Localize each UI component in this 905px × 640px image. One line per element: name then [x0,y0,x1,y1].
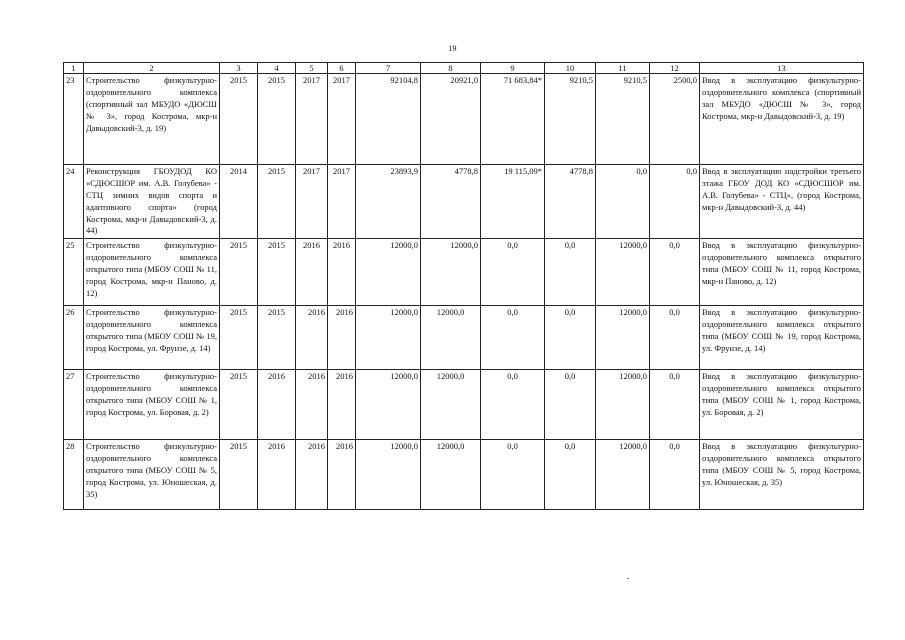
object-name: Строительство физкультурно-оздоровительного комплекса (спортивный зал МБУДО «ДЮСШ № 3», город Кострома, мкр-н Давыдовский-3, д. 19) [84,74,220,165]
cell-col7: 23893,9 [356,165,421,239]
cell-col12: 2500,0 [650,74,700,165]
table-row [64,165,864,239]
cell-col6: 2016 [328,239,356,306]
cell-col12: 0,0 [650,306,700,370]
program-table [63,62,864,510]
cell-col11: 12000,0 [596,370,650,440]
cell-col4: 2015 [258,74,296,165]
expected-result: Ввод в эксплуатацию надстройки третьего этажа ГБОУ ДОД КО «СДЮСШОР им. А.В. Голубева» - СТЦ», (город Кострома, мкр-н Давыдовский-3, д. 44) [700,165,864,239]
cell-col3: 2015 [220,239,258,306]
header-cell: 10 [545,63,596,74]
cell-col10: 4778,8 [545,165,596,239]
cell-col9: 0,0 [481,440,545,510]
cell-col5: 2016 [296,239,328,306]
header-cell: 3 [220,63,258,74]
header-cell: 1 [64,63,84,74]
expected-result: Ввод в эксплуатацию физкультурно-оздоровительного комплекса открытого типа (МБОУ СОШ № 11, город Кострома, мкр-н Паново, д. 12) [700,239,864,306]
cell-col12: 0,0 [650,239,700,306]
cell-col11: 12000,0 [596,306,650,370]
row-number: 25 [64,239,84,306]
cell-col11: 12000,0 [596,239,650,306]
cell-col6: 2016 [328,370,356,440]
cell-col4: 2016 [258,440,296,510]
cell-col3: 2015 [220,306,258,370]
cell-col11: 9210,5 [596,74,650,165]
expected-result: Ввод в эксплуатацию физкультурно-оздоровительного комплекса открытого типа (МБОУ СОШ № 1, город Кострома, ул. Боровая, д. 2) [700,370,864,440]
cell-col3: 2015 [220,440,258,510]
header-cell: 6 [328,63,356,74]
header-cell: 11 [596,63,650,74]
table-row [64,370,864,440]
header-cell: 4 [258,63,296,74]
cell-col7: 12000,0 [356,306,421,370]
cell-col3: 2014 [220,165,258,239]
cell-col7: 92104,8 [356,74,421,165]
header-cell: 2 [84,63,220,74]
cell-col11: 12000,0 [596,440,650,510]
cell-col11: 0,0 [596,165,650,239]
cell-col5: 2017 [296,74,328,165]
cell-col9: 0,0 [481,306,545,370]
page-number: 19 [448,44,457,53]
cell-col10: 0,0 [545,306,596,370]
header-cell: 9 [481,63,545,74]
cell-col7: 12000,0 [356,370,421,440]
cell-col3: 2015 [220,74,258,165]
cell-col6: 2017 [328,165,356,239]
object-name: Строительство физкультурно-оздоровительного комплекса открытого типа (МБОУ СОШ № 19, город Кострома, ул. Фрунзе, д. 14) [84,306,220,370]
cell-col8: 12000,0 [421,306,481,370]
cell-col12: 0,0 [650,165,700,239]
cell-col10: 0,0 [545,370,596,440]
cell-col6: 2016 [328,306,356,370]
cell-col12: 0,0 [650,440,700,510]
object-name: Строительство физкультурно-оздоровительного комплекса открытого типа (МБОУ СОШ № 11, город Кострома, мкр-н Паново, д. 12) [84,239,220,306]
header-cell: 8 [421,63,481,74]
cell-col5: 2016 [296,370,328,440]
cell-col5: 2017 [296,165,328,239]
header-cell: 13 [700,63,864,74]
header-cell: 12 [650,63,700,74]
cell-col4: 2016 [258,370,296,440]
cell-col6: 2017 [328,74,356,165]
cell-col7: 12000,0 [356,440,421,510]
scan-speck [627,578,629,579]
cell-col10: 0,0 [545,239,596,306]
cell-col4: 2015 [258,239,296,306]
table-row [64,239,864,306]
table-header-row [64,63,864,74]
header-cell: 5 [296,63,328,74]
object-name: Строительство физкультурно-оздоровительного комплекса открытого типа (МБОУ СОШ № 5, город Кострома, ул. Юношеская, д. 35) [84,440,220,510]
cell-col8: 12000,0 [421,370,481,440]
cell-col9: 19 115,09* [481,165,545,239]
row-number: 23 [64,74,84,165]
cell-col4: 2015 [258,165,296,239]
cell-col4: 2015 [258,306,296,370]
cell-col5: 2016 [296,440,328,510]
row-number: 27 [64,370,84,440]
row-number: 26 [64,306,84,370]
cell-col9: 71 683,84* [481,74,545,165]
cell-col9: 0,0 [481,239,545,306]
cell-col10: 0,0 [545,440,596,510]
cell-col7: 12000,0 [356,239,421,306]
expected-result: Ввод в эксплуатацию физкультурно-оздоровительного комплекса открытого типа (МБОУ СОШ № 19, город Кострома, ул. Фрунзе, д. 14) [700,306,864,370]
cell-col6: 2016 [328,440,356,510]
object-name: Реконструкция ГБОУДОД КО «СДЮСШОР им. А.В. Голубева» - СТЦ зимних видов спорта и адаптивного спорта» (город Кострома, мкр-н Давыдовский-3, д. 44) [84,165,220,239]
cell-col10: 9210,5 [545,74,596,165]
cell-col3: 2015 [220,370,258,440]
object-name: Строительство физкультурно-оздоровительного комплекса открытого типа (МБОУ СОШ № 1, город Кострома, ул. Боровая, д. 2) [84,370,220,440]
table-row [64,440,864,510]
row-number: 28 [64,440,84,510]
cell-col8: 20921,0 [421,74,481,165]
table-row [64,306,864,370]
cell-col9: 0,0 [481,370,545,440]
cell-col8: 12000,0 [421,239,481,306]
cell-col8: 4778,8 [421,165,481,239]
table-row [64,74,864,165]
cell-col12: 0,0 [650,370,700,440]
cell-col8: 12000,0 [421,440,481,510]
expected-result: Ввод в эксплуатацию физкультурно-оздоровительного комплекса (спортивный зал МБУДО «ДЮСШ № 3», город Кострома, мкр-н Давыдовский-3, д. 19) [700,74,864,165]
cell-col5: 2016 [296,306,328,370]
header-cell: 7 [356,63,421,74]
row-number: 24 [64,165,84,239]
expected-result: Ввод в эксплуатацию физкультурно-оздоровительного комплекса открытого типа (МБОУ СОШ № 5, город Кострома, ул. Юношеская, д. 35) [700,440,864,510]
